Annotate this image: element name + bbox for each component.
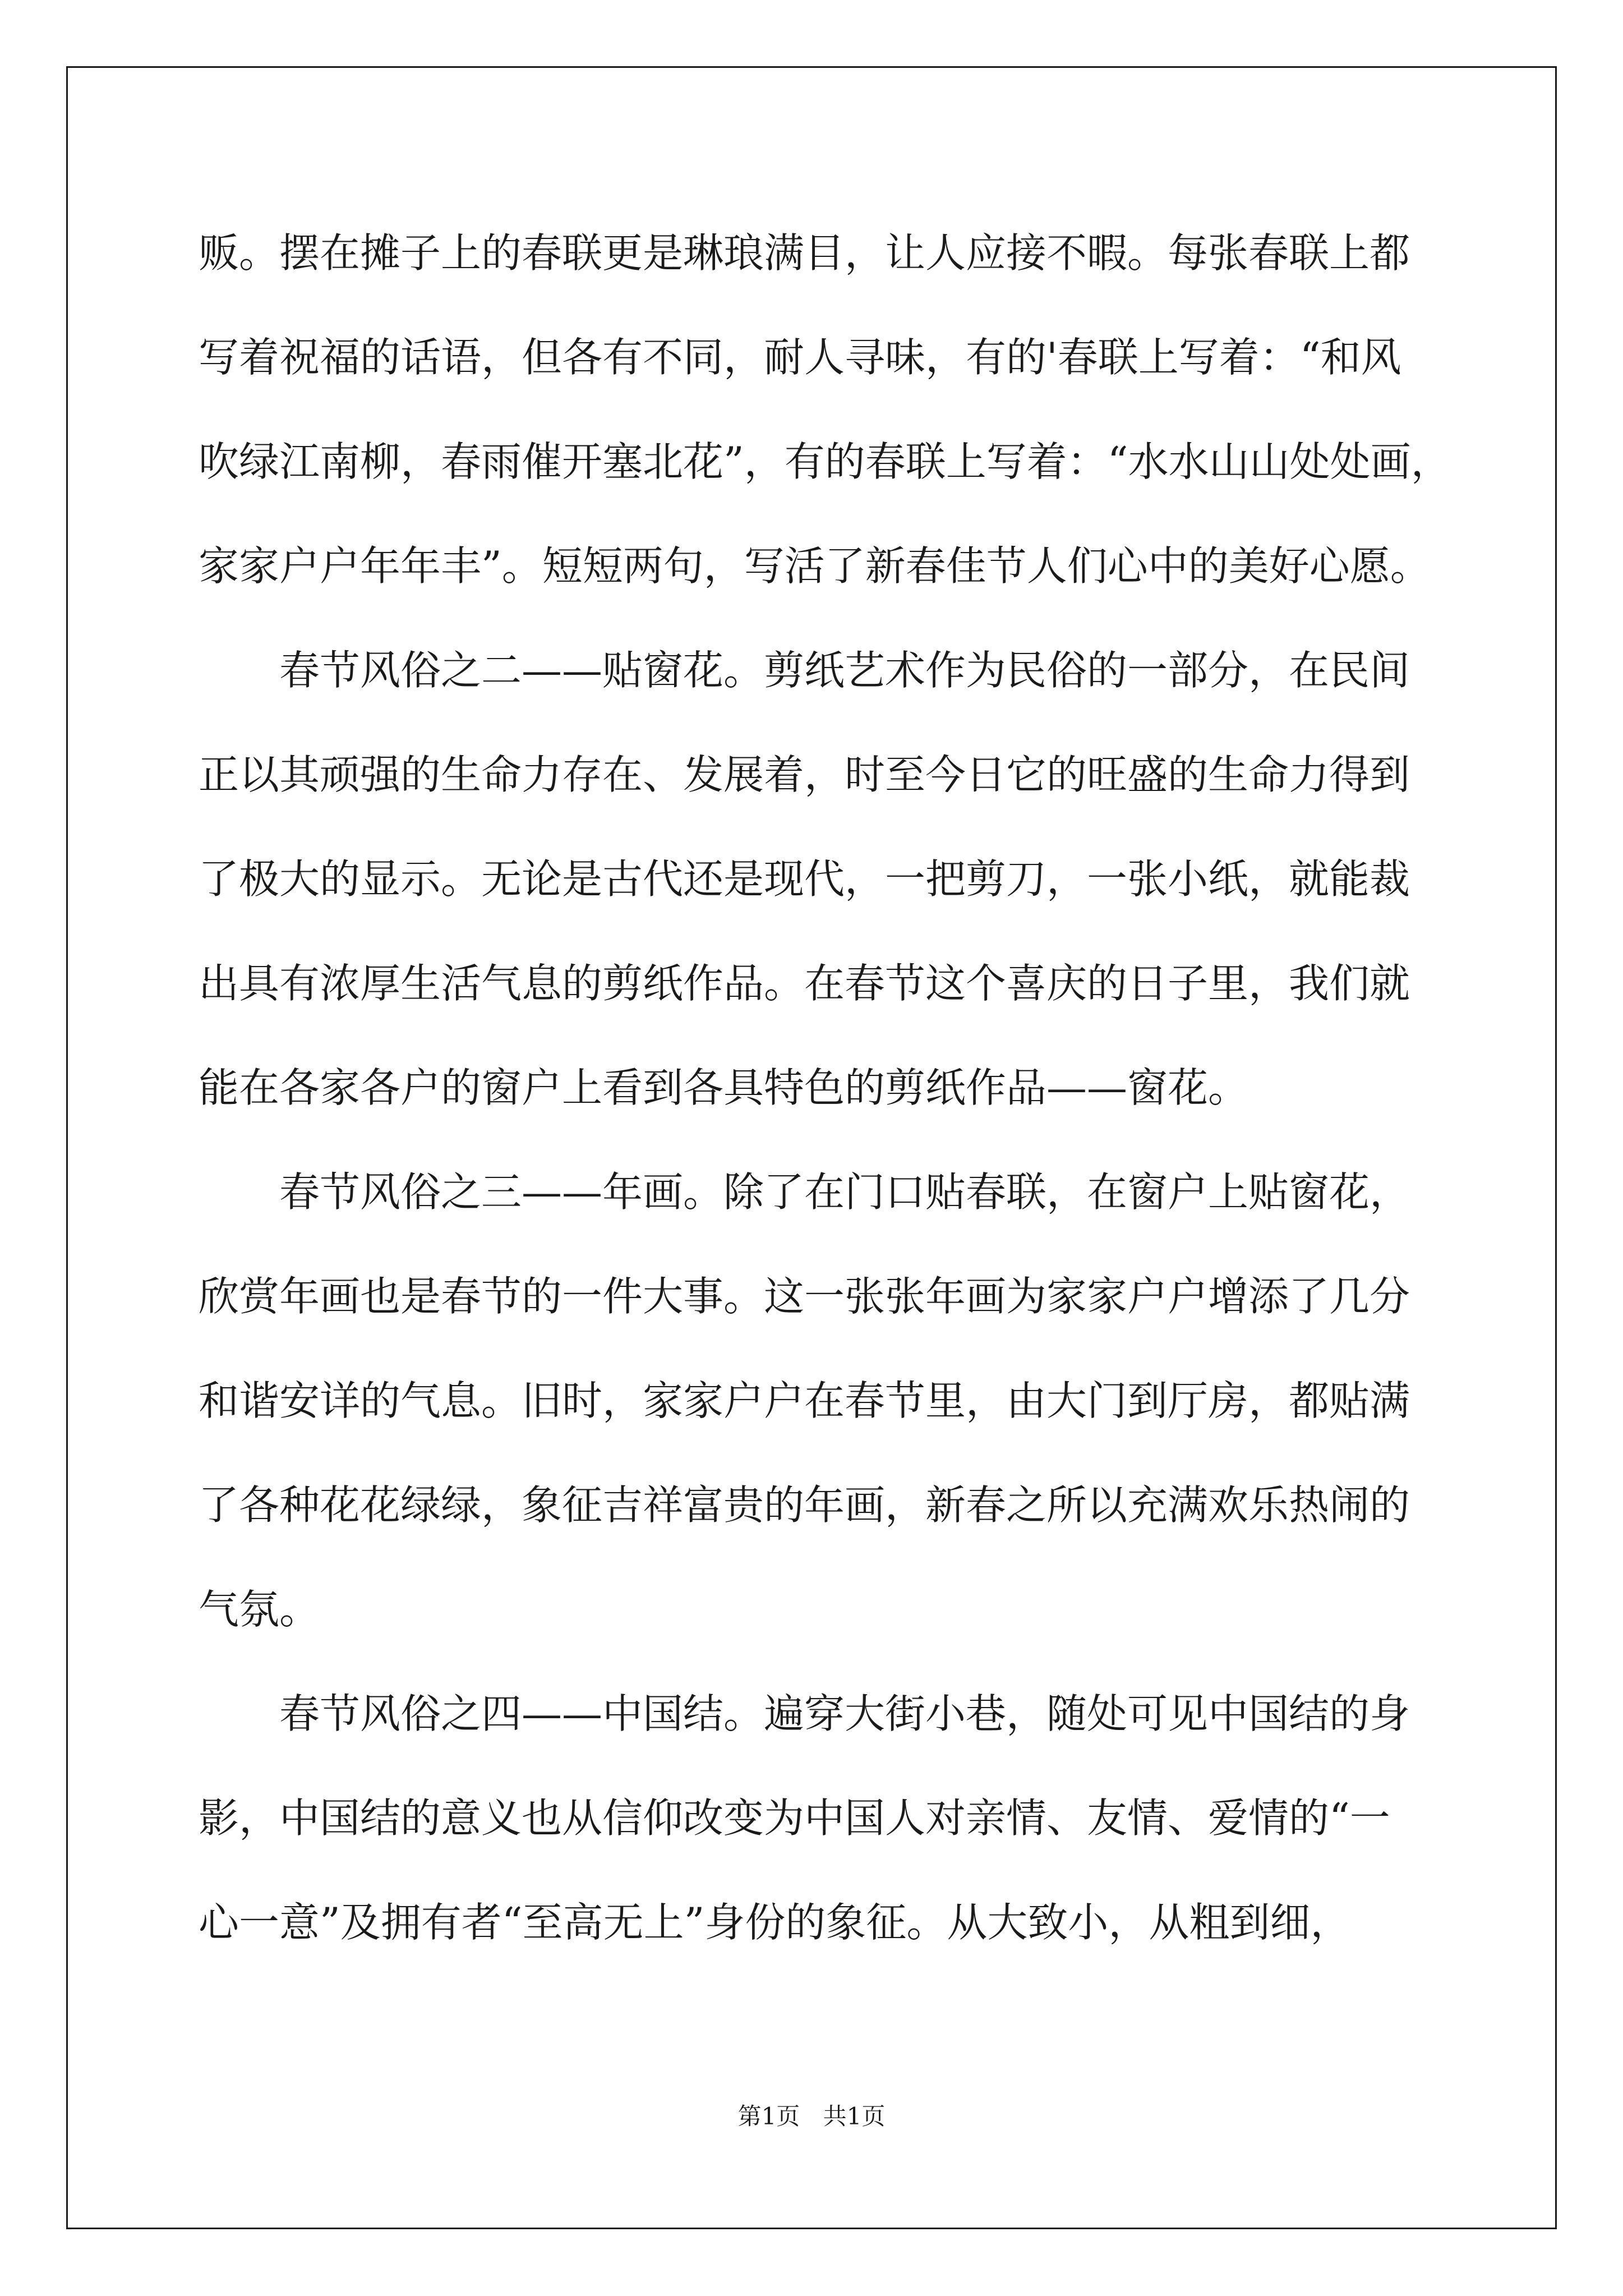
- text-line: 了极大的显示。无论是古代还是现代，一把剪刀，一张小纸，就能裁: [199, 855, 1410, 903]
- text-line: 了各种花花绿绿，象征吉祥富贵的年画，新春之所以充满欢乐热闹的: [199, 1481, 1410, 1529]
- page-number: 第1页: [737, 2102, 800, 2130]
- text-line: 春节风俗之四——中国结。遍穿大街小巷，随处可见中国结的身: [279, 1690, 1410, 1737]
- page-footer: [0, 2098, 1623, 2132]
- text-line: 出具有浓厚生活气息的剪纸作品。在春节这个喜庆的日子里，我们就: [199, 960, 1410, 1007]
- text-line: 春节风俗之二——贴窗花。剪纸艺术作为民俗的一部分，在民间: [279, 647, 1410, 694]
- text-line: 贩。摆在摊子上的春联更是琳琅满目，让人应接不暇。每张春联上都: [199, 229, 1410, 277]
- page-total: 共1页: [823, 2102, 886, 2130]
- text-line: 正以其顽强的生命力存在、发展着，时至今日它的旺盛的生命力得到: [199, 751, 1410, 798]
- text-line: 和谐安详的气息。旧时，家家户户在春节里，由大门到厅房，都贴满: [199, 1377, 1410, 1424]
- text-line: 心一意”及拥有者“至高无上”身份的象征。从大致小，从粗到细，: [199, 1899, 1351, 1946]
- text-line: 气氛。: [199, 1586, 320, 1633]
- text-line: 春节风俗之三——年画。除了在门口贴春联，在窗户上贴窗花，: [279, 1168, 1410, 1216]
- text-line: 能在各家各户的窗户上看到各具特色的剪纸作品——窗花。: [199, 1064, 1249, 1111]
- text-line: 欣赏年画也是春节的一件大事。这一张张年画为家家户户增添了几分: [199, 1273, 1410, 1320]
- text-line: 影，中国结的意义也从信仰改变为中国人对亲情、友情、爱情的“一: [199, 1795, 1390, 1842]
- text-line: 吹绿江南柳，春雨催开塞北花”，有的春联上写着：“水水山山处处画，: [199, 438, 1451, 485]
- document-body: [199, 201, 1451, 1975]
- text-line: 写着祝福的话语，但各有不同，耐人寻味，有的'春联上写着：“和风: [199, 334, 1401, 381]
- text-line: 家家户户年年丰”。短短两句，写活了新春佳节人们心中的美好心愿。: [199, 542, 1431, 590]
